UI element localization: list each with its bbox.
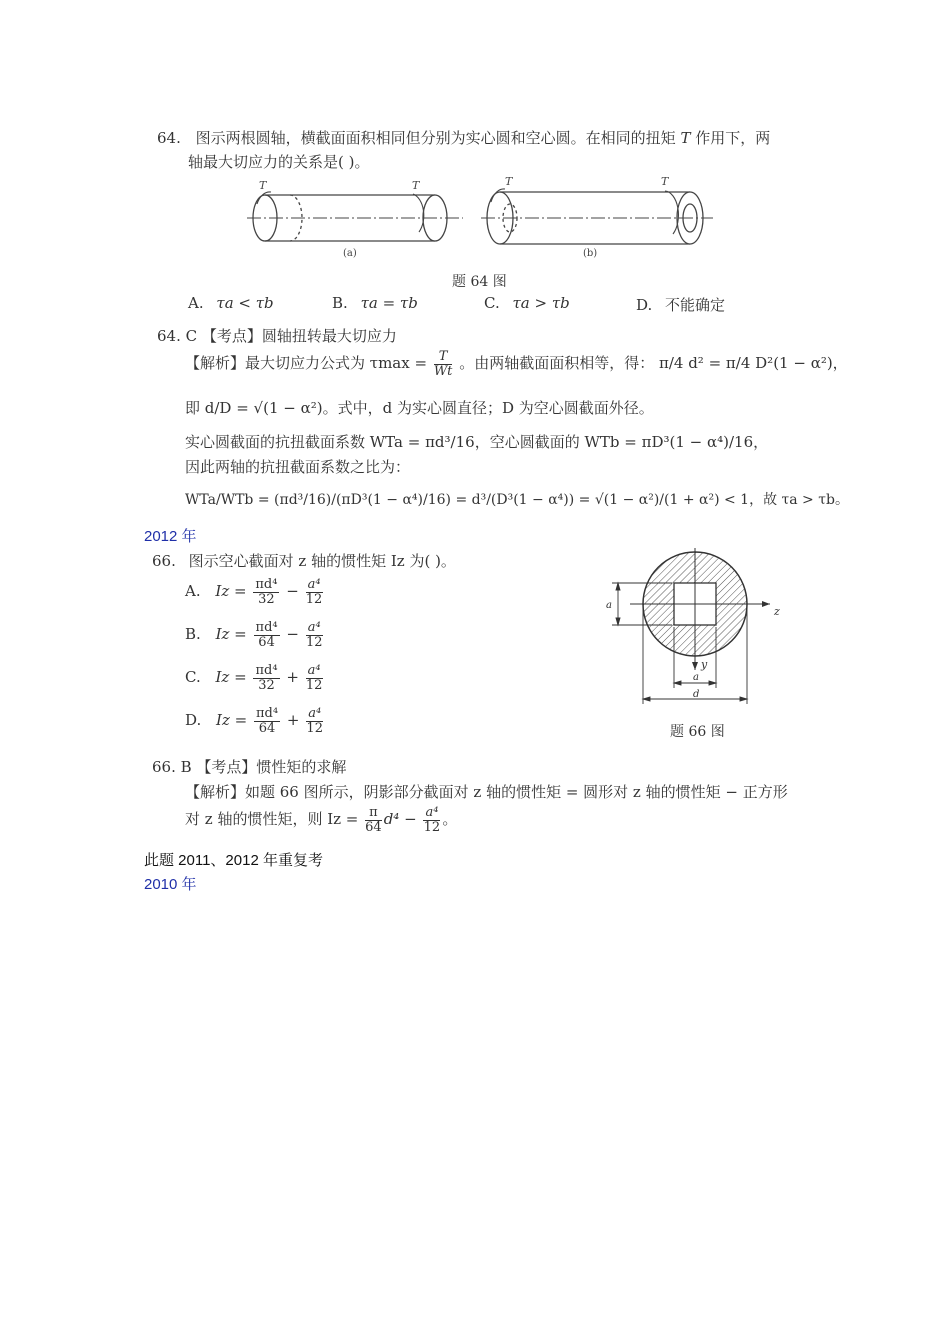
q66-number: 66.	[152, 552, 176, 570]
q66-option-c-lhs: Iz =	[215, 668, 247, 687]
q66-b-f1-num: πd⁴	[255, 620, 278, 635]
q64-figure	[235, 172, 725, 266]
year-2010-heading: 2010 年	[144, 876, 197, 893]
q66-d-f2-den: 12	[306, 720, 323, 736]
dim-a-left-label: a	[606, 600, 612, 611]
a64-fraction-t-wt	[434, 350, 453, 378]
figure-label-b: (b)	[583, 248, 598, 259]
q64-option-c	[484, 294, 570, 312]
q66-option-d-letter: D.	[185, 711, 202, 730]
a66-line1: 【解析】如题 66 图所示，阴影部分截面对 z 轴的惯性矩 = 圆形对 z 轴的惯性矩 − 正方形	[185, 783, 788, 801]
a66-mid: d⁴ −	[383, 810, 417, 829]
a66-end: 。	[442, 810, 458, 829]
q64-number: 64.	[157, 129, 181, 147]
q66-b-f2-den: 12	[305, 634, 323, 650]
q66-option-a-letter: A.	[185, 582, 201, 601]
q66-d-f1-den: 64	[258, 720, 276, 736]
q66-option-b	[185, 621, 325, 649]
q64-text-line1-end: 作用下，两	[695, 129, 771, 147]
q64-option-d-letter: D.	[636, 296, 653, 314]
torque-label-a-left: T	[259, 179, 267, 192]
q66-text: 图示空心截面对 z 轴的惯性矩 Iz 为( )。	[188, 552, 456, 570]
q66-option-d	[185, 707, 325, 735]
q64-option-d	[636, 294, 725, 315]
q66-figure	[600, 542, 790, 712]
a64-frac-num: T	[434, 350, 453, 365]
q66-d-f1-num: πd⁴	[256, 706, 279, 721]
dim-a-bottom-label: a	[693, 672, 699, 683]
q66-option-c	[185, 664, 325, 692]
q64-text-line2: 轴最大切应力的关系是( )。	[188, 153, 370, 171]
q66-c-f2-den: 12	[305, 677, 323, 693]
q66-option-b-letter: B.	[185, 625, 201, 644]
torque-label-a-right: T	[412, 179, 420, 192]
q66-option-b-lhs: Iz =	[215, 625, 247, 644]
torque-label-b-left: T	[505, 175, 513, 188]
q66-d-op: +	[286, 711, 300, 730]
q66-option-a	[185, 578, 325, 606]
axis-y-label: y	[701, 658, 708, 671]
q66-option-d-lhs: Iz =	[216, 711, 248, 730]
a64-frac-den: Wt	[433, 363, 453, 379]
q64-figure-caption: 题 64 图	[452, 274, 507, 290]
a64-line1	[185, 350, 848, 378]
dim-d-label: d	[693, 689, 700, 700]
q64-torque-symbol: T	[680, 129, 691, 147]
q66-a-f1-num: πd⁴	[255, 577, 278, 592]
a64-line4: 因此两轴的抗扭截面系数之比为：	[185, 458, 411, 476]
torque-label-b-right: T	[661, 175, 669, 188]
q64-line1	[157, 127, 770, 148]
a64-line5: WTa/WTb = (πd³/16)/(πD³(1 − α⁴)/16) = d³/(D³(1 − α⁴)) = √(1 − α²)/(1 + α²) < 1，故 τa > τb。	[185, 492, 849, 508]
q66-a-f2-num: a⁴	[307, 577, 321, 592]
a64-header: 64. C 【考点】圆轴扭转最大切应力	[157, 327, 397, 345]
shaft-a	[247, 192, 463, 241]
q64-option-a	[188, 294, 274, 312]
axis-z-label: z	[774, 605, 780, 618]
a66-header: 66. B 【考点】惯性矩的求解	[152, 758, 347, 776]
q66-c-f1-num: πd⁴	[255, 663, 278, 678]
q66-c-f1-den: 32	[258, 677, 275, 693]
a64-line1-mid: 。由两轴截面面积相等，得：	[459, 354, 655, 373]
q66-b-op: −	[286, 625, 299, 644]
q64-option-c-text: τa > τb	[512, 294, 570, 312]
a64-line2: 即 d/D = √(1 − α²)。式中，d 为实心圆直径；D 为空心圆截面外径。	[185, 399, 654, 417]
a64-line1-eq: π/4 d² = π/4 D²(1 − α²)，	[658, 354, 848, 373]
a66-f1-den: 64	[365, 819, 382, 835]
q64-option-b-text: τa = τb	[360, 294, 418, 312]
q64-option-a-text: τa < τb	[216, 294, 274, 312]
a64-line1-prefix: 【解析】最大切应力公式为 τmax =	[185, 354, 428, 373]
q66-option-a-lhs: Iz =	[215, 582, 247, 601]
a64-line3: 实心圆截面的抗扭截面系数 WTa = πd³/16，空心圆截面的 WTb = πD³(1 − α⁴)/16，	[185, 433, 769, 451]
q66-c-f2-num: a⁴	[307, 663, 321, 678]
repeat-note: 此题 2011、2012 年重复考	[144, 852, 323, 869]
q66-a-op: −	[286, 582, 299, 601]
figure-label-a: (a)	[343, 248, 357, 259]
q64-text-line1: 图示两根圆轴，横截面面积相同但分别为实心圆和空心圆。在相同的扭矩	[195, 129, 676, 147]
q66-a-f1-den: 32	[258, 591, 275, 607]
q66-b-f1-den: 64	[258, 634, 275, 650]
q66-d-f2-num: a⁴	[308, 706, 322, 721]
q64-option-d-text: 不能确定	[665, 296, 726, 314]
a66-f1-num: π	[365, 806, 382, 821]
q66-c-op: +	[286, 668, 299, 687]
year-2012-heading: 2012 年	[144, 528, 197, 545]
q66-question	[152, 550, 456, 571]
a66-f2-num: a⁴	[425, 805, 439, 820]
q64-option-b-letter: B.	[332, 294, 348, 312]
q66-b-f2-num: a⁴	[307, 620, 321, 635]
a66-f2-den: 12	[423, 819, 441, 835]
shaft-b	[481, 189, 713, 244]
q64-option-a-letter: A.	[188, 294, 204, 312]
q66-a-f2-den: 12	[305, 591, 323, 607]
q64-option-c-letter: C.	[484, 294, 500, 312]
q66-option-c-letter: C.	[185, 668, 201, 687]
a66-line2-prefix: 对 z 轴的惯性矩，则 Iz =	[185, 810, 359, 829]
q66-figure-caption: 题 66 图	[670, 724, 725, 740]
a66-line2	[185, 806, 457, 834]
q64-option-b	[332, 294, 418, 312]
